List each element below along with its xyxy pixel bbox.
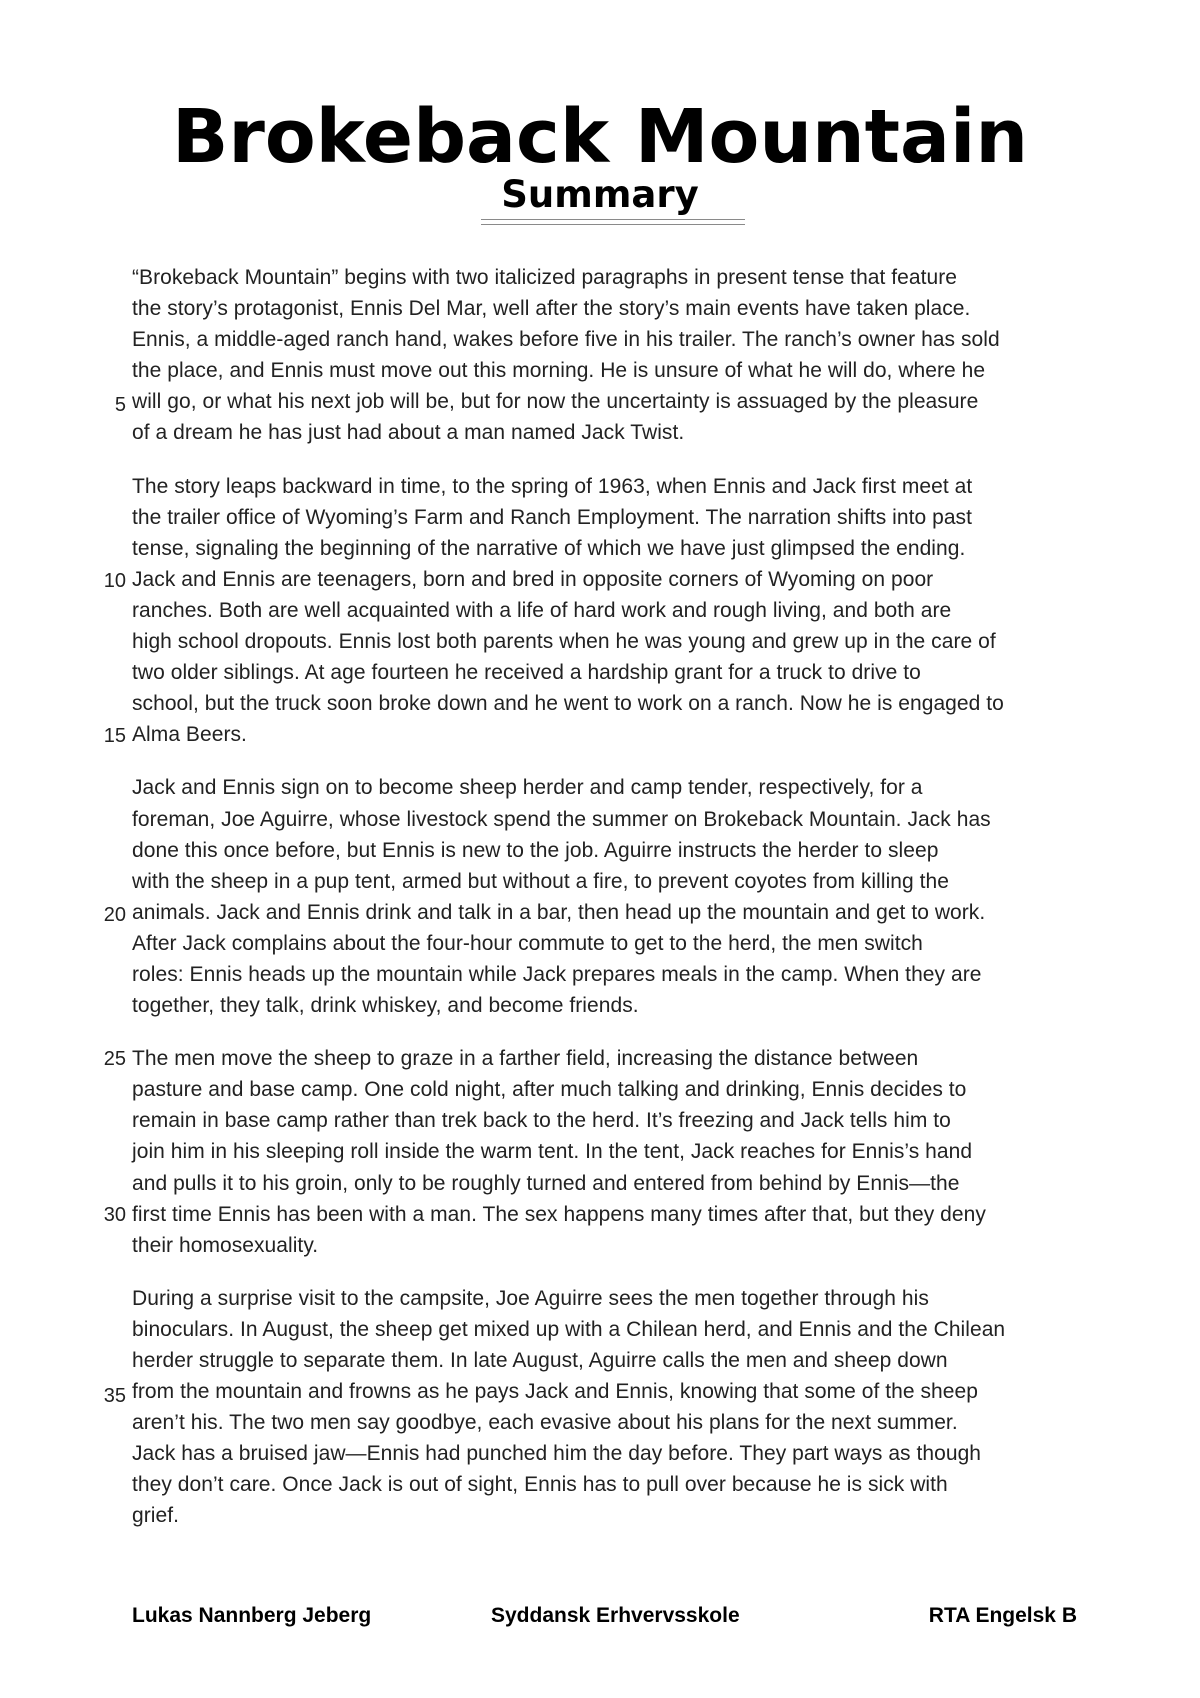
line-number-35: 35 bbox=[103, 1385, 126, 1407]
text-line: During a surprise visit to the campsite, Joe Aguirre sees the men together through his bbox=[132, 1286, 929, 1310]
text-line: tense, signaling the beginning of the narrative of which we have just glimpsed the ending. bbox=[132, 536, 966, 560]
text-line: grief. bbox=[132, 1504, 179, 1528]
line-number-15: 15 bbox=[103, 725, 126, 747]
text-line: pasture and base camp. One cold night, after much talking and drinking, Ennis decides to bbox=[132, 1078, 967, 1102]
line-number-20: 20 bbox=[103, 904, 126, 926]
text-line: binoculars. In August, the sheep get mixed up with a Chilean herd, and Ennis and the Chilean bbox=[132, 1317, 1006, 1341]
text-line: ranches. Both are well acquainted with a life of hard work and rough living, and both are bbox=[132, 598, 952, 622]
paragraph-2 bbox=[132, 471, 1092, 751]
text-line: aren’t his. The two men say goodbye, each evasive about his plans for the next summer. bbox=[132, 1411, 958, 1435]
text-line: Jack and Ennis sign on to become sheep herder and camp tender, respectively, for a bbox=[132, 776, 923, 800]
text-line: they don’t care. Once Jack is out of sight, Ennis has to pull over because he is sick with bbox=[132, 1473, 948, 1497]
text-line: will go, or what his next job will be, but for now the uncertainty is assuaged by the pleasure bbox=[132, 390, 979, 414]
text-line: their homosexuality. bbox=[132, 1233, 319, 1257]
text-line: with the sheep in a pup tent, armed but without a fire, to prevent coyotes from killing the bbox=[132, 869, 949, 893]
paragraph-1 bbox=[132, 262, 1092, 449]
text-line: of a dream he has just had about a man named Jack Twist. bbox=[132, 421, 685, 445]
footer-school: Syddansk Erhvervsskole bbox=[491, 1604, 740, 1627]
paragraph-4 bbox=[132, 1043, 1092, 1261]
line-number-10: 10 bbox=[103, 570, 126, 592]
document-title: Brokeback Mountain bbox=[171, 94, 1029, 180]
text-line: remain in base camp rather than trek back to the herd. It’s freezing and Jack tells him to bbox=[132, 1109, 951, 1133]
summary-body bbox=[132, 262, 1092, 1554]
title-divider-bottom bbox=[481, 224, 745, 225]
text-line: two older siblings. At age fourteen he received a hardship grant for a truck to drive to bbox=[132, 661, 921, 685]
text-line: The men move the sheep to graze in a farther field, increasing the distance between bbox=[132, 1047, 919, 1071]
text-line: join him in his sleeping roll inside the warm tent. In the tent, Jack reaches for Ennis’s hand bbox=[132, 1140, 973, 1164]
text-line: high school dropouts. Ennis lost both parents when he was young and grew up in the care of bbox=[132, 630, 996, 654]
text-line: school, but the truck soon broke down and he went to work on a ranch. Now he is engaged to bbox=[132, 692, 1004, 716]
text-line: from the mountain and frowns as he pays Jack and Ennis, knowing that some of the sheep bbox=[132, 1380, 978, 1404]
text-line: and pulls it to his groin, only to be roughly turned and entered from behind by Ennis—the bbox=[132, 1171, 960, 1195]
paragraph-5 bbox=[132, 1283, 1092, 1532]
line-number-25: 25 bbox=[103, 1048, 126, 1070]
title-divider-top bbox=[481, 219, 745, 220]
line-number-5: 5 bbox=[114, 394, 126, 416]
text-line: together, they talk, drink whiskey, and become friends. bbox=[132, 994, 639, 1018]
footer-author: Lukas Nannberg Jeberg bbox=[132, 1604, 372, 1627]
text-line: animals. Jack and Ennis drink and talk in a bar, then head up the mountain and get to work. bbox=[132, 900, 986, 924]
text-line: done this once before, but Ennis is new to the job. Aguirre instructs the herder to sleep bbox=[132, 838, 939, 862]
line-number-30: 30 bbox=[103, 1204, 126, 1226]
text-line: the trailer office of Wyoming’s Farm and Ranch Employment. The narration shifts into past bbox=[132, 505, 972, 529]
text-line: foreman, Joe Aguirre, whose livestock spend the summer on Brokeback Mountain. Jack has bbox=[132, 807, 991, 831]
text-line: herder struggle to separate them. In late August, Aguirre calls the men and sheep down bbox=[132, 1349, 948, 1372]
text-line: the story’s protagonist, Ennis Del Mar, well after the story’s main events have taken place. bbox=[132, 297, 971, 321]
text-line: first time Ennis has been with a man. The sex happens many times after that, but they deny bbox=[132, 1202, 986, 1226]
footer-course: RTA Engelsk B bbox=[928, 1604, 1077, 1627]
page-footer bbox=[0, 1604, 1200, 1634]
text-line: Ennis, a middle-aged ranch hand, wakes before five in his trailer. The ranch’s owner has sold bbox=[132, 328, 1000, 352]
text-line: The story leaps backward in time, to the spring of 1963, when Ennis and Jack first meet at bbox=[132, 474, 973, 498]
paragraph-3 bbox=[132, 772, 1092, 1021]
text-line: the place, and Ennis must move out this morning. He is unsure of what he will do, where he bbox=[132, 359, 986, 383]
text-line: After Jack complains about the four-hour commute to get to the herd, the men switch bbox=[132, 931, 923, 955]
document-subtitle: Summary bbox=[501, 173, 699, 216]
text-line: roles: Ennis heads up the mountain while Jack prepares meals in the camp. When they are bbox=[132, 962, 982, 986]
text-line: Jack has a bruised jaw—Ennis had punched him the day before. They part ways as though bbox=[132, 1442, 982, 1466]
text-line: Jack and Ennis are teenagers, born and bred in opposite corners of Wyoming on poor bbox=[132, 567, 934, 591]
text-line: Alma Beers. bbox=[132, 723, 247, 747]
text-line: “Brokeback Mountain” begins with two italicized paragraphs in present tense that feature bbox=[132, 266, 958, 289]
